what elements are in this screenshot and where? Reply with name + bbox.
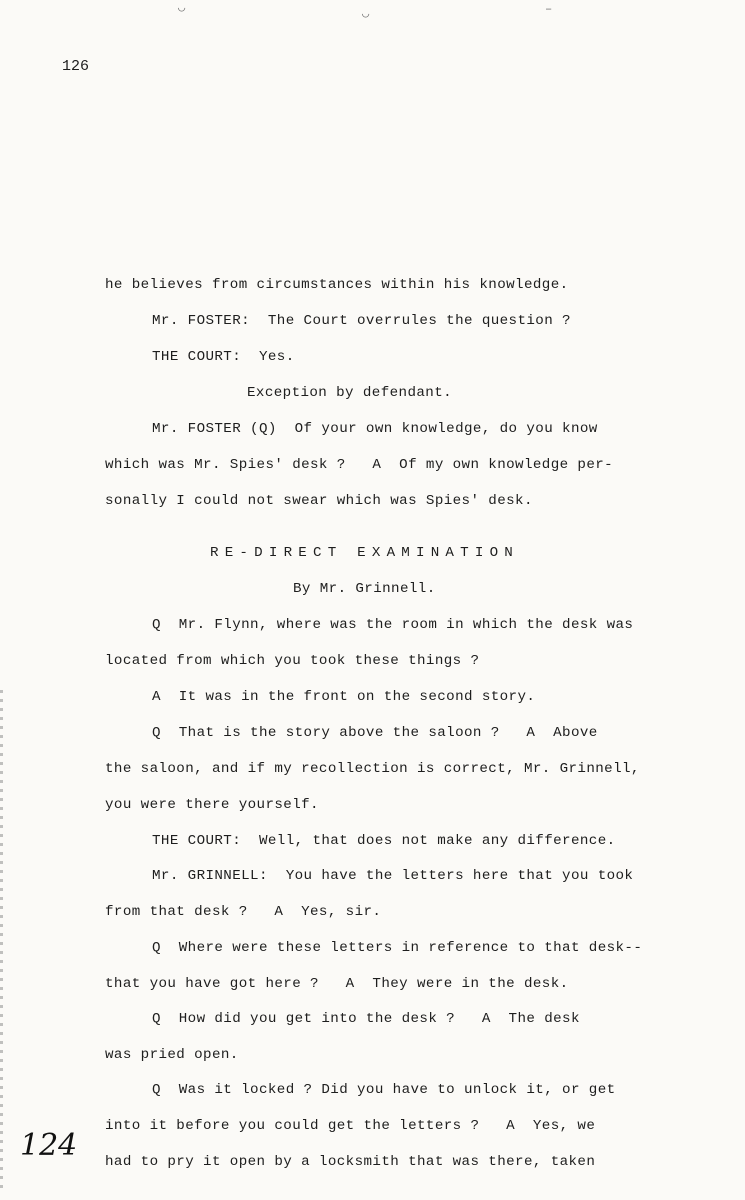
handwritten-page-number: 124 xyxy=(20,1128,78,1163)
text-line: Q Where were these letters in reference to that desk-- xyxy=(152,940,643,956)
hole-punch-mark: ‒ xyxy=(545,2,553,16)
hole-punch-mark: ◡ xyxy=(178,1,186,15)
section-subheading: By Mr. Grinnell. xyxy=(293,581,436,597)
hole-punch-mark: ◡ xyxy=(362,7,370,21)
text-line: Q Was it locked ? Did you have to unlock it, or get xyxy=(152,1082,616,1098)
text-line: into it before you could get the letters ? A Yes, we xyxy=(105,1118,596,1134)
text-line: THE COURT: Yes. xyxy=(152,349,295,365)
text-line: Exception by defendant. xyxy=(247,385,453,401)
text-line: that you have got here ? A They were in the desk. xyxy=(105,976,569,992)
binding-edge xyxy=(0,690,3,1190)
section-heading: RE-DIRECT EXAMINATION xyxy=(210,545,519,561)
text-line: Q That is the story above the saloon ? A Above xyxy=(152,725,598,741)
text-line: was pried open. xyxy=(105,1047,239,1063)
text-line: Q How did you get into the desk ? A The desk xyxy=(152,1011,580,1027)
text-line: Mr. FOSTER (Q) Of your own knowledge, do you know xyxy=(152,421,598,437)
text-line: sonally I could not swear which was Spies' desk. xyxy=(105,493,533,509)
text-line: from that desk ? A Yes, sir. xyxy=(105,904,382,920)
text-line: Q Mr. Flynn, where was the room in which the desk was xyxy=(152,617,634,633)
text-line: THE COURT: Well, that does not make any difference. xyxy=(152,833,616,849)
text-line: A It was in the front on the second story. xyxy=(152,689,536,705)
text-line: he believes from circumstances within his knowledge. xyxy=(105,277,569,293)
text-line: the saloon, and if my recollection is correct, Mr. Grinnell, xyxy=(105,761,640,777)
text-line: which was Mr. Spies' desk ? A Of my own knowledge per- xyxy=(105,457,614,473)
text-line: Mr. FOSTER: The Court overrules the question ? xyxy=(152,313,571,329)
text-line: located from which you took these things ? xyxy=(105,653,480,669)
text-line: you were there yourself. xyxy=(105,797,319,813)
text-line: Mr. GRINNELL: You have the letters here that you took xyxy=(152,868,634,884)
page-number: 126 xyxy=(62,58,90,75)
text-line: had to pry it open by a locksmith that was there, taken xyxy=(105,1154,596,1170)
